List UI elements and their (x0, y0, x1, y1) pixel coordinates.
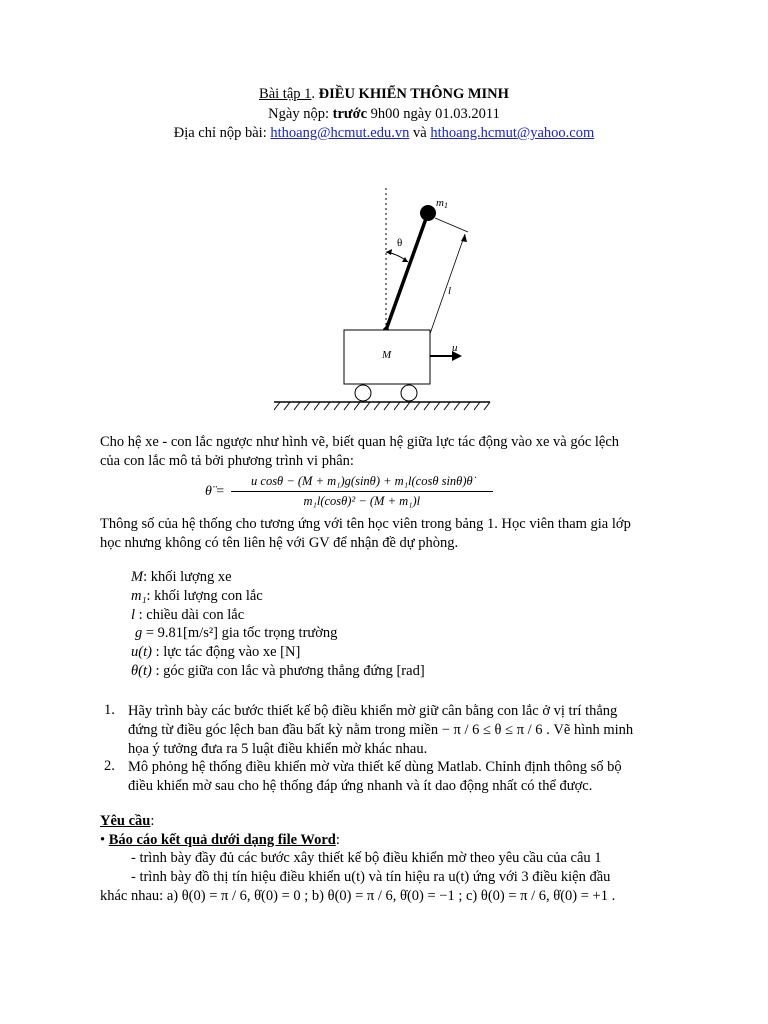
param-symbol: u(t) (131, 644, 152, 660)
param-row-length (131, 607, 244, 624)
title-separator: . (311, 86, 319, 102)
email-joiner: và (409, 125, 431, 141)
task-1 (128, 702, 668, 759)
cart-wheel-right (401, 385, 417, 401)
pendulum-mass-label: m1 (436, 197, 448, 210)
requirement-item-2: - trình bày đồ thị tín hiệu điều khiển u(t) và tín hiệu ra u(t) ứng với 3 điều kiện đầu (131, 869, 611, 885)
task-1-line-3: họa ý tưởng đưa ra 5 luật điều khiển mờ khác nhau. (128, 741, 428, 757)
params-intro-line-1: Thông số của hệ thống cho tương ứng với tên học viên trong bảng 1. Học viên tham gia lớp (100, 516, 631, 532)
param-description: : góc giữa con lắc và phương thẳng đứng [rad] (151, 663, 425, 679)
angle-arrow-left (386, 249, 392, 255)
length-tick-top (435, 218, 468, 232)
bullet-icon: • (100, 832, 106, 848)
length-dimension-line (425, 234, 465, 348)
task-2 (128, 758, 668, 796)
equation-denominator: m₁l(cosθ)² − (M + m₁)l (303, 494, 421, 508)
length-arrow-top (461, 234, 467, 242)
param-row-pendulum-mass (131, 588, 263, 605)
param-symbol: M (131, 569, 144, 585)
requirements-heading (100, 813, 154, 830)
bullet-colon: : (335, 832, 340, 848)
deadline-date: 9h00 ngày 01.03.2011 (367, 106, 500, 122)
angle-label: θ (397, 237, 403, 249)
length-label: l (448, 285, 452, 297)
param-symbol: θ(t) (131, 663, 152, 679)
bullet-title: Báo cáo kết quả dưới dạng file Word (108, 832, 336, 848)
deadline-label: Ngày nộp: (268, 106, 333, 122)
intro-line-2: của con lắc mô tả bởi phương trình vi phân: (100, 453, 354, 469)
cart-mass-label: M (382, 349, 392, 361)
dynamics-equation (205, 474, 493, 509)
param-description: = 9.81[m/s²] gia tốc trọng trường (142, 625, 338, 641)
requirements-heading-text: Yêu cầu (100, 813, 151, 829)
address-label: Địa chỉ nộp bài: (173, 125, 271, 141)
param-row-cart-mass (131, 569, 232, 586)
param-row-force (131, 644, 300, 661)
pendulum-mass (420, 205, 436, 221)
task-2-line-2: điều khiển mờ sau cho hệ thống đáp ứng nhanh và ít dao động nhất có thể được. (128, 778, 593, 794)
requirements-bullet (100, 832, 340, 849)
cart-pendulum-figure (0, 0, 768, 430)
task-1-line-2: đứng từ điều góc lệch ban đầu bất kỳ nằm trong miền − π / 6 ≤ θ ≤ π / 6 . Vẽ hình minh (128, 722, 634, 738)
param-row-angle (131, 663, 425, 680)
task-number-1: 1. (104, 702, 115, 718)
fraction-bar (231, 491, 493, 492)
force-label: u (452, 342, 458, 354)
param-row-gravity (135, 625, 337, 642)
intro-line-1: Cho hệ xe - con lắc ngược như hình vẽ, biết quan hệ giữa lực tác động vào xe và góc lệch (100, 434, 620, 450)
task-2-line-1: Mô phỏng hệ thống điều khiển mờ vừa thiết kế dùng Matlab. Chỉnh định thông số bộ (128, 759, 622, 775)
ground-hatching (274, 402, 490, 410)
param-description: : khối lượng con lắc (146, 588, 263, 604)
params-intro-line-2: học nhưng không có tên liên hệ với GV để nhận đề dự phòng. (100, 535, 459, 551)
param-symbol: l (131, 607, 136, 623)
param-symbol: g (135, 625, 143, 641)
task-1-line-1: Hãy trình bày các bước thiết kế bộ điều khiển mờ giữ cân bằng con lắc ở vị trí thẳng (128, 703, 618, 719)
exercise-label: Bài tập 1 (259, 86, 312, 102)
pendulum-rod (386, 213, 428, 330)
email-link-2[interactable]: hthoang.hcmut@yahoo.com (430, 125, 595, 141)
email-link-1[interactable]: hthoang@hcmut.edu.vn (270, 125, 410, 141)
param-symbol: m₁ (131, 588, 147, 604)
requirements-heading-colon: : (150, 813, 155, 829)
requirement-item-3: khác nhau: a) θ(0) = π / 6, θ̇(0) = 0 ; b) θ(0) = π / 6, θ̇(0) = −1 ; c) θ(0) = π / 6, θ̇(0) = +1 . (100, 888, 616, 904)
equation-lhs: θ̈ = (205, 483, 225, 499)
param-description: : lực tác động vào xe [N] (151, 644, 301, 660)
angle-arrow-right (402, 257, 408, 262)
requirement-item-1: - trình bày đầy đủ các bước xây thiết kế bộ điều khiển mờ theo yêu cầu của câu 1 (131, 850, 602, 866)
cart-wheel-left (355, 385, 371, 401)
course-title: ĐIỀU KHIỂN THÔNG MINH (318, 86, 509, 102)
equation-numerator: u cosθ − (M + m₁)g(sinθ) + m₁l(cosθ sinθ)θ̇ (251, 474, 473, 488)
task-number-2: 2. (104, 758, 115, 774)
param-description: : khối lượng xe (143, 569, 232, 585)
deadline-emphasis: trước (332, 106, 368, 122)
param-description: : chiều dài con lắc (135, 607, 245, 623)
